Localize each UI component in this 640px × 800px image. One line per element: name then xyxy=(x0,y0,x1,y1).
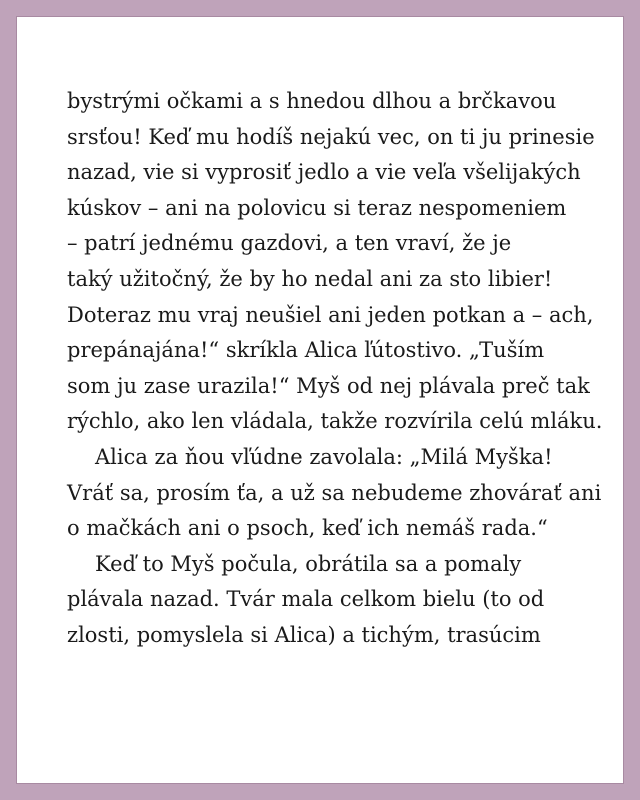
page-text xyxy=(67,84,607,654)
text-line: plávala nazad. Tvár mala celkom bielu (to od xyxy=(67,587,545,612)
text-line: Doteraz mu vraj neušiel ani jeden potkan a – ach, xyxy=(67,302,594,327)
paragraph-start-line: Alica za ňou vľúdne zavolala: „Milá Myška! xyxy=(95,444,553,469)
text-line: nazad, vie si vyprosiť jedlo a vie veľa všelijakých xyxy=(67,160,581,185)
text-line: o mačkách ani o psoch, keď ich nemáš rada.“ xyxy=(67,516,548,541)
text-line: som ju zase urazila!“ Myš od nej plávala preč tak xyxy=(67,373,590,398)
text-line: zlosti, pomyslela si Alica) a tichým, trasúcim xyxy=(67,622,541,647)
text-line: Vráť sa, prosím ťa, a už sa nebudeme zhovárať ani xyxy=(67,480,602,505)
text-line: – patrí jednému gazdovi, a ten vraví, že je xyxy=(67,231,512,256)
book-page xyxy=(16,16,624,784)
text-line: bystrými očkami a s hnedou dlhou a brčkavou xyxy=(67,89,557,113)
text-line: prepánajána!“ skríkla Alica ľútostivo. „Tuším xyxy=(67,338,545,363)
paragraph-start-line: Keď to Myš počula, obrátila sa a pomaly xyxy=(95,551,522,576)
text-line: kúskov – ani na polovicu si teraz nespomeniem xyxy=(67,195,567,220)
text-line: srsťou! Keď mu hodíš nejakú vec, on ti ju prinesie xyxy=(67,124,595,149)
text-line: rýchlo, ako len vládala, takže rozvírila celú mláku. xyxy=(67,409,603,434)
text-line: taký užitočný, že by ho nedal ani za sto libier! xyxy=(67,266,553,291)
